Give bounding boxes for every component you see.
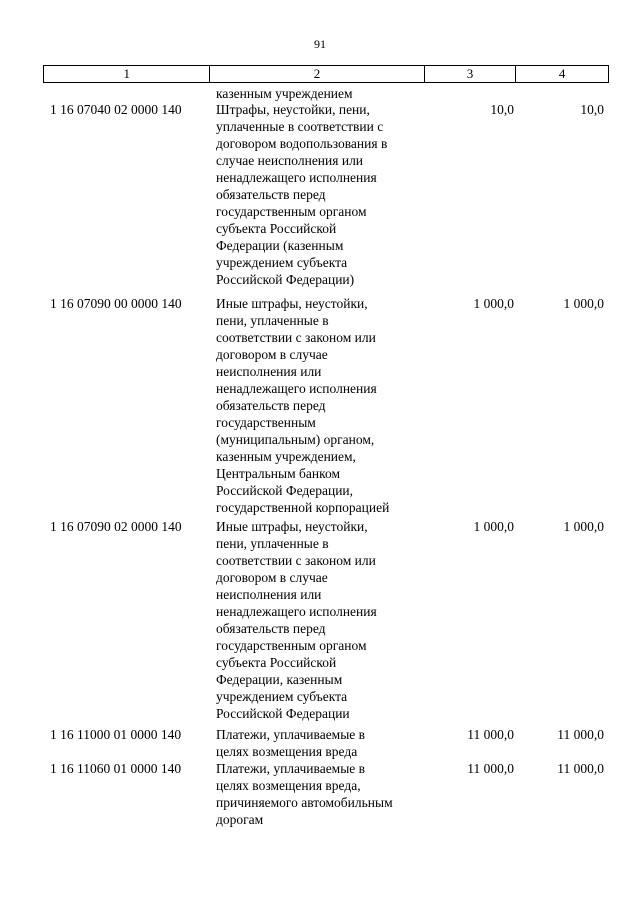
header-col-4: 4 — [558, 66, 566, 81]
row-code: 1 16 07090 02 0000 140 — [50, 519, 182, 534]
carry-over-text: казенным учреждением — [216, 86, 353, 101]
row-description-line: Платежи, уплачиваемые в — [216, 727, 366, 742]
row-description-line: обязательств перед — [216, 398, 326, 413]
row-description-line: государственным — [216, 415, 316, 430]
header-col-2: 2 — [210, 66, 424, 82]
row-description-line: Федерации (казенным — [216, 238, 344, 253]
header-col-3: 3 — [425, 66, 517, 82]
row-description-line: договором в случае — [216, 347, 328, 362]
row-value-col3: 11 000,0 — [467, 727, 514, 742]
row-description-line: договором в случае — [216, 570, 328, 585]
row-code: 1 16 07090 00 0000 140 — [50, 296, 182, 311]
row-description-line: неисполнения или — [216, 587, 322, 602]
row-description-line: обязательств перед — [216, 621, 326, 636]
row-description-line: Иные штрафы, неустойки, — [216, 296, 368, 311]
row-description-line: учреждением субъекта — [216, 255, 348, 270]
row-description — [216, 101, 430, 288]
header-col-1: 1 — [44, 66, 210, 82]
row-description-line: Федерации, казенным — [216, 672, 343, 687]
row-description-line: Платежи, уплачиваемые в — [216, 761, 366, 776]
row-description-line: Российской Федерации — [216, 706, 350, 721]
row-description-line: государственным органом — [216, 638, 367, 653]
row-description-line: целях возмещения вреда — [216, 744, 358, 759]
row-code: 1 16 07040 02 0000 140 — [50, 102, 182, 117]
row-value-col4: 1 000,0 — [563, 296, 604, 311]
row-description-line: соответствии с законом или — [216, 330, 376, 345]
row-value-col3: 11 000,0 — [467, 761, 514, 776]
row-description-line: неисполнения или — [216, 364, 322, 379]
row-value-col3: 1 000,0 — [473, 519, 514, 534]
row-description-line: уплаченные в соответствии с — [216, 119, 384, 134]
row-description-line: дорогам — [216, 812, 264, 827]
row-value-col3: 10,0 — [490, 102, 514, 117]
row-description-line: причиняемого автомобильным — [216, 795, 393, 810]
row-description-line: соответствии с законом или — [216, 553, 376, 568]
table-header — [43, 65, 609, 83]
row-code: 1 16 11060 01 0000 140 — [50, 761, 182, 776]
row-value-col3: 1 000,0 — [473, 296, 514, 311]
row-description-line: Центральным банком — [216, 466, 340, 481]
row-description-line: обязательств перед — [216, 187, 326, 202]
row-description-line: учреждением субъекта — [216, 689, 348, 704]
row-description — [216, 518, 430, 722]
row-description — [216, 295, 430, 516]
row-description — [216, 726, 430, 760]
row-description-line: пени, уплаченные в — [216, 536, 329, 551]
row-description-line: государственной корпорацией — [216, 500, 390, 515]
row-description-line: ненадлежащего исполнения — [216, 604, 377, 619]
row-description-line: Иные штрафы, неустойки, — [216, 519, 368, 534]
row-description-line: ненадлежащего исполнения — [216, 170, 377, 185]
row-description-line: случае неисполнения или — [216, 153, 364, 168]
row-value-col4: 10,0 — [580, 102, 604, 117]
row-description-line: Российской Федерации) — [216, 272, 355, 287]
row-description-line: договором водопользования в — [216, 136, 388, 151]
row-description-line: целях возмещения вреда, — [216, 778, 361, 793]
row-description-line: субъекта Российской — [216, 221, 337, 236]
row-code: 1 16 11000 01 0000 140 — [50, 727, 182, 742]
row-description-line: казенным учреждением, — [216, 449, 356, 464]
row-value-col4: 11 000,0 — [557, 761, 604, 776]
row-description-line: (муниципальным) органом, — [216, 432, 375, 447]
row-description-line: субъекта Российской — [216, 655, 337, 670]
row-description-line: Российской Федерации, — [216, 483, 354, 498]
row-description-line: Штрафы, неустойки, пени, — [216, 102, 370, 117]
row-value-col4: 11 000,0 — [557, 727, 604, 742]
row-description — [216, 760, 430, 828]
row-description-line: государственным органом — [216, 204, 367, 219]
row-description-line: ненадлежащего исполнения — [216, 381, 377, 396]
row-description-line: пени, уплаченные в — [216, 313, 329, 328]
page-number: 91 — [314, 37, 326, 51]
row-value-col4: 1 000,0 — [563, 519, 604, 534]
